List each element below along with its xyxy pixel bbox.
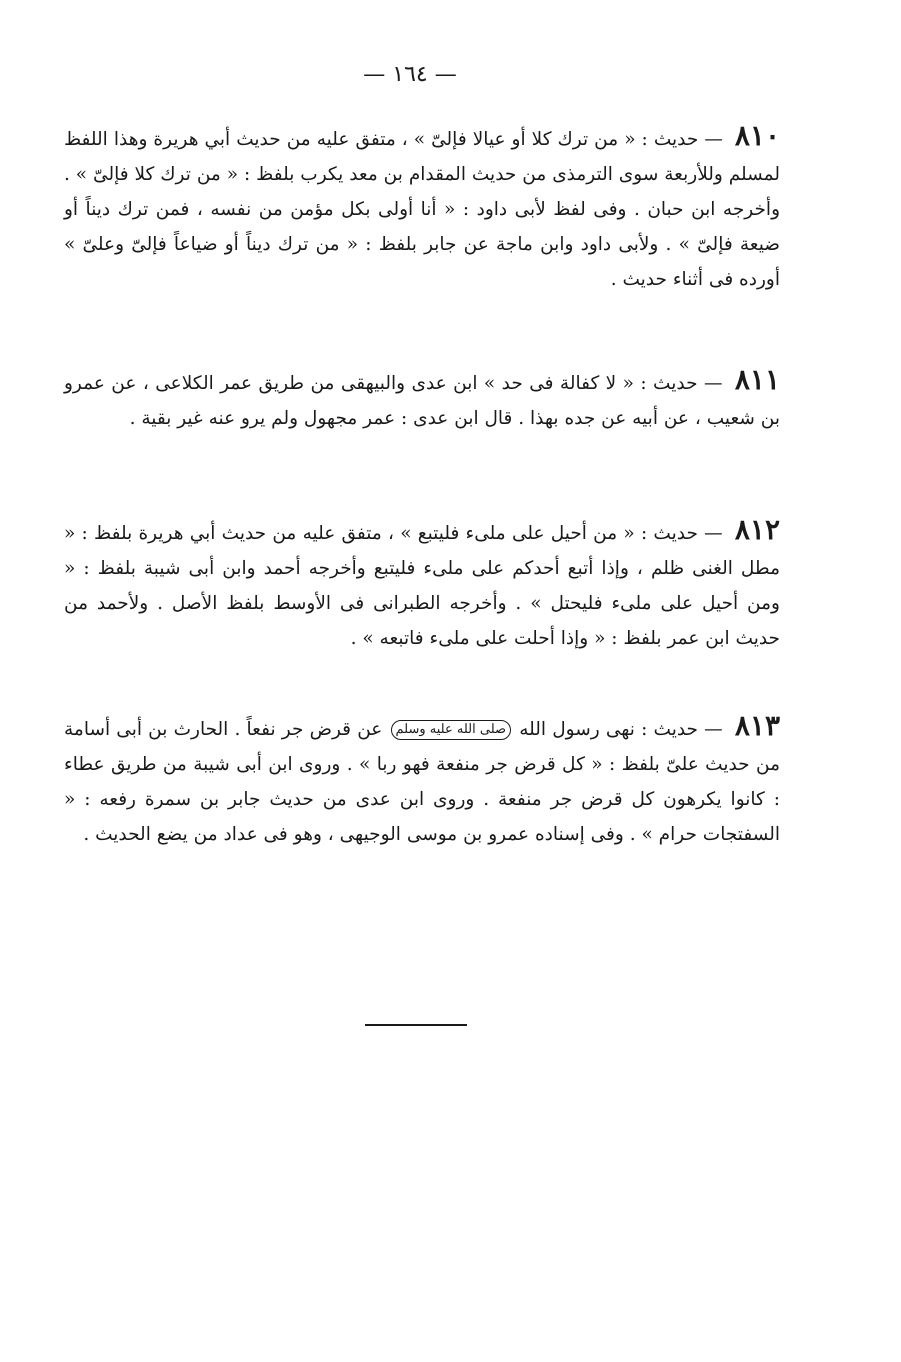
hadith-paragraph xyxy=(64,708,780,852)
hadith-number: ٨١٣ xyxy=(734,709,780,742)
page-number: — ١٦٤ — xyxy=(363,62,457,87)
hadith-number: ٨١١ xyxy=(734,363,781,396)
hadith-paragraph xyxy=(64,118,780,297)
salawat-ligature: صلى الله عليه وسلم xyxy=(391,720,512,740)
hadith-paragraph xyxy=(64,512,780,656)
hadith-text: — حديث : « من أحيل على ملىء فليتبع » ، متفق عليه من حديث أبي هريرة بلفظ : « مطل الغنى ظلم ، وإذا أتبع أحدكم على ملىء فليتبع وأخرجه أحمد وابن أبى شيبة بلفظ : « ومن أحيل على ملىء فليحتل » . وأخرجه الطبرانى فى الأوسط بلفظ الأصل . ولأحمد من حديث ابن عمر بلفظ : « وإذا أحلت على ملىء فاتبعه » . xyxy=(64,523,780,649)
hadith-entry-813 xyxy=(64,708,780,852)
hadith-paragraph xyxy=(64,362,780,436)
end-divider xyxy=(365,1024,467,1026)
hadith-number: ٨١٠ xyxy=(734,119,780,152)
hadith-text: — حديث : « من ترك كلا أو عيالا فإلىّ » ، متفق عليه من حديث أبي هريرة وهذا اللفظ لمسلم وللأربعة سوى الترمذى من حديث المقدام بن معد يكرب بلفظ : « من ترك كلا فإلىّ » . وأخرجه ابن حبان . وفى لفظ لأبى داود : « أنا أولى بكل مؤمن من نفسه ، فمن ترك ديناً أو ضيعة فإلىّ » . ولأبى داود وابن ماجة عن جابر بلفظ : « من ترك ديناً أو ضياعاً فإلىّ وعلىّ » أورده فى أثناء حديث . xyxy=(64,129,780,290)
hadith-entry-811 xyxy=(64,362,780,436)
hadith-entry-810 xyxy=(64,118,780,297)
hadith-text-after: عن قرض جر نفعاً . الحارث بن أبى أسامة من حديث علىّ بلفظ : « كل قرض جر منفعة فهو ربا » . وروى ابن أبى شيبة من طريق عطاء : كانوا يكرهون كل قرض جر منفعة . وروى ابن عدى من حديث جابر بن سمرة رفعه : « السفتجات حرام » . وفى إسناده عمرو بن موسى الوجيهى ، وهو فى عداد من يضع الحديث . xyxy=(64,719,780,845)
hadith-text: — حديث : « لا كفالة فى حد » ابن عدى والبيهقى من طريق عمر الكلاعى ، عن عمرو بن شعيب ، عن أبيه عن جده بهذا . قال ابن عدى : عمر مجهول ولم يرو عنه غير بقية . xyxy=(64,373,780,429)
hadith-entry-812 xyxy=(64,512,780,656)
hadith-text-before: — حديث : نهى رسول الله xyxy=(519,719,723,740)
hadith-number: ٨١٢ xyxy=(734,513,780,546)
